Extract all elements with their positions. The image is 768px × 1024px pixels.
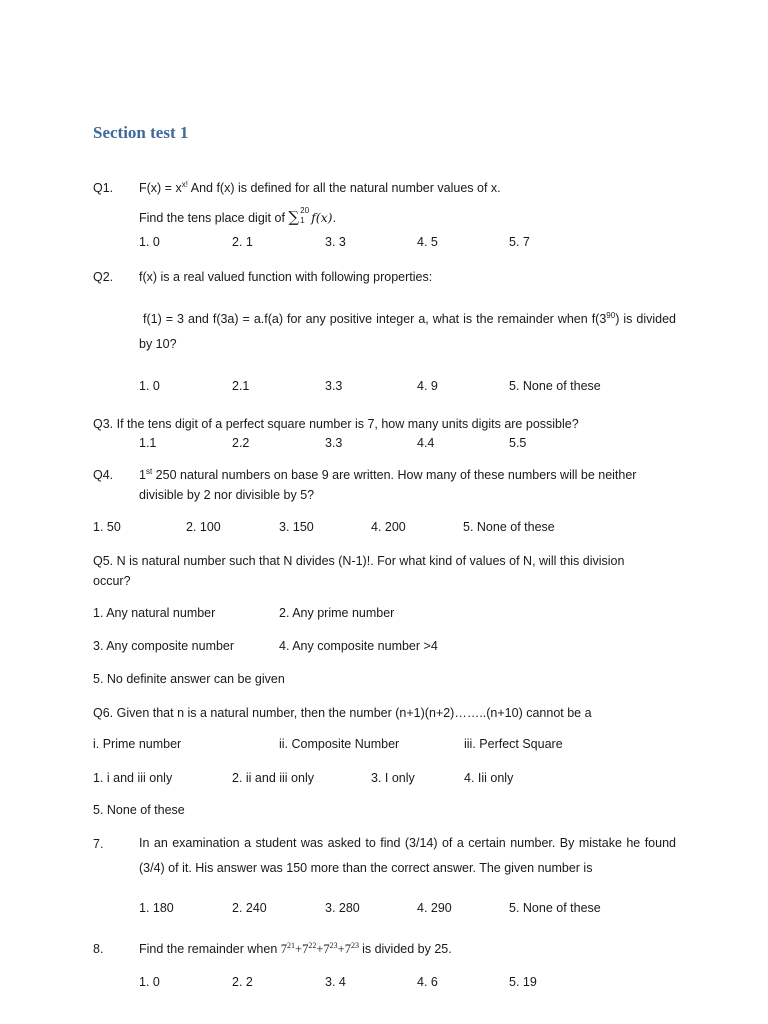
q8-expression [281,942,362,956]
q3-options [0,436,768,454]
q3-option-3: 3.3 [325,436,343,450]
q4-options [0,520,768,538]
q2-option-4: 4. 9 [417,379,438,393]
q7-option-5: 5. None of these [509,901,601,915]
q1-option-5: 5. 7 [509,235,530,249]
q7-option-2: 2. 240 [232,901,267,915]
q4-option-4: 4. 200 [371,520,406,534]
q2-number: Q2. [93,270,114,284]
q4-line1 [139,468,636,482]
q8-term3-base: 7 [323,942,330,956]
summation-symbol: ∑ [288,208,300,226]
q1-option-4: 4. 5 [417,235,438,249]
q3-text: Q3. If the tens digit of a perfect square number is 7, how many units digits are possible? [93,417,579,431]
q8-term3-exp: 23 [329,940,338,950]
q8-option-5: 5. 19 [509,975,537,989]
q7-number: 7. [93,837,104,851]
q8-term4-exp: 23 [350,940,359,950]
q5-option-3: 3. Any composite number [93,639,235,653]
q1-line1 [139,181,501,195]
q8-text-b: is divided by 25. [362,942,452,956]
q8-line [139,942,452,957]
q4-line1-b: 250 natural numbers on base 9 are written. How many of these numbers will be neither [152,468,637,482]
section-title: Section test 1 [93,123,189,142]
q6-option-3: 3. I only [371,771,415,785]
q6-option-2: 2. ii and iii only [232,771,314,785]
q5-options-row3 [0,672,768,690]
q1-option-3: 3. 3 [325,235,346,249]
q8-text-a: Find the remainder when [139,942,281,956]
q1-number: Q1. [93,181,114,195]
q8-option-4: 4. 6 [417,975,438,989]
q8-op3: + [337,942,345,956]
q8-term4-base: 7 [344,942,351,956]
q6-option-5: 5. None of these [93,803,185,817]
q4-line1-a: 1 [139,468,146,482]
q5-option-4: 4. Any composite number >4 [279,639,438,653]
q3-option-2: 2.2 [232,436,250,450]
q5-option-5: 5. No definite answer can be given [93,672,285,686]
summation-limits [299,206,311,225]
q7-options [0,901,768,919]
q7-body: In an examination a student was asked to find (3/14) of a certain number. By mistake he found (3/4) of it. His answer was 150 more than the correct answer. The given number is [139,836,676,875]
q1-line1-b: And f(x) is defined for all the natural number values of x. [187,181,501,195]
q3-option-5: 5.5 [509,436,527,450]
q1-exponent: x! [181,179,188,189]
q8-options [0,975,768,993]
q8-op1: + [295,942,303,956]
q4-option-2: 2. 100 [186,520,221,534]
q5-line2: occur? [93,574,131,588]
q6-option-4: 4. Iii only [464,771,514,785]
q2-exponent: 90 [606,310,616,320]
q5-option-1: 1. Any natural number [93,606,216,620]
q1-options [0,235,768,253]
q8-option-1: 1. 0 [139,975,160,989]
q1-line2-a: Find the tens place digit of [139,211,289,225]
q6-statement-1: i. Prime number [93,737,182,751]
q8-term2-exp: 22 [308,940,317,950]
q6-statements [0,737,768,755]
q4-option-1: 1. 50 [93,520,121,534]
q5-line1: Q5. N is natural number such that N divides (N-1)!. For what kind of values of N, will this division [93,554,625,568]
q5-options-row1 [0,606,768,624]
q3-option-1: 1.1 [139,436,157,450]
q8-number: 8. [93,942,104,956]
q2-option-1: 1. 0 [139,379,160,393]
q4-option-3: 3. 150 [279,520,314,534]
q8-term1-base: 7 [280,942,287,956]
q2-option-2: 2.1 [232,379,250,393]
q2-line1: f(x) is a real valued function with following properties: [139,270,433,284]
q4-ordinal: st [145,466,153,476]
q8-op2: + [316,942,324,956]
sum-term: f(x) [311,210,333,225]
q7-option-4: 4. 290 [417,901,452,915]
q1-line1-a: F(x) = x [139,181,182,195]
q2-body [139,307,676,357]
q5-option-2: 2. Any prime number [279,606,395,620]
sum-upper-limit: 20 [300,206,310,215]
q2-option-5: 5. None of these [509,379,601,393]
q2-body-a: f(1) = 3 and f(3a) = a.f(a) for any positive integer a, what is the remainder when f(3 [143,312,607,326]
q7-option-1: 1. 180 [139,901,174,915]
q7-option-3: 3. 280 [325,901,360,915]
sum-lower-limit: 1 [300,216,305,225]
q4-line2: divisible by 2 nor divisible by 5? [139,488,315,502]
q8-option-3: 3. 4 [325,975,346,989]
q6-option-1: 1. i and iii only [93,771,173,785]
q6-statement-2: ii. Composite Number [279,737,400,751]
q6-options [0,771,768,789]
q3-option-4: 4.4 [417,436,435,450]
q1-option-1: 1. 0 [139,235,160,249]
q4-number: Q4. [93,468,114,482]
q2-body-b: ) is divided by 10? [139,312,676,351]
q1-line2-end: . [332,211,337,225]
q4-option-5: 5. None of these [463,520,555,534]
q2-options [0,379,768,397]
q6-text: Q6. Given that n is a natural number, then the number (n+1)(n+2)……..(n+10) cannot be a [93,706,592,720]
q1-option-2: 2. 1 [232,235,253,249]
q8-term2-base: 7 [302,942,309,956]
q6-statement-3: iii. Perfect Square [464,737,563,751]
q5-options-row2 [0,639,768,657]
q8-option-2: 2. 2 [232,975,253,989]
q8-term1-exp: 21 [287,940,295,950]
q2-option-3: 3.3 [325,379,343,393]
q6-options-last [0,803,768,821]
q1-line2 [139,208,336,226]
